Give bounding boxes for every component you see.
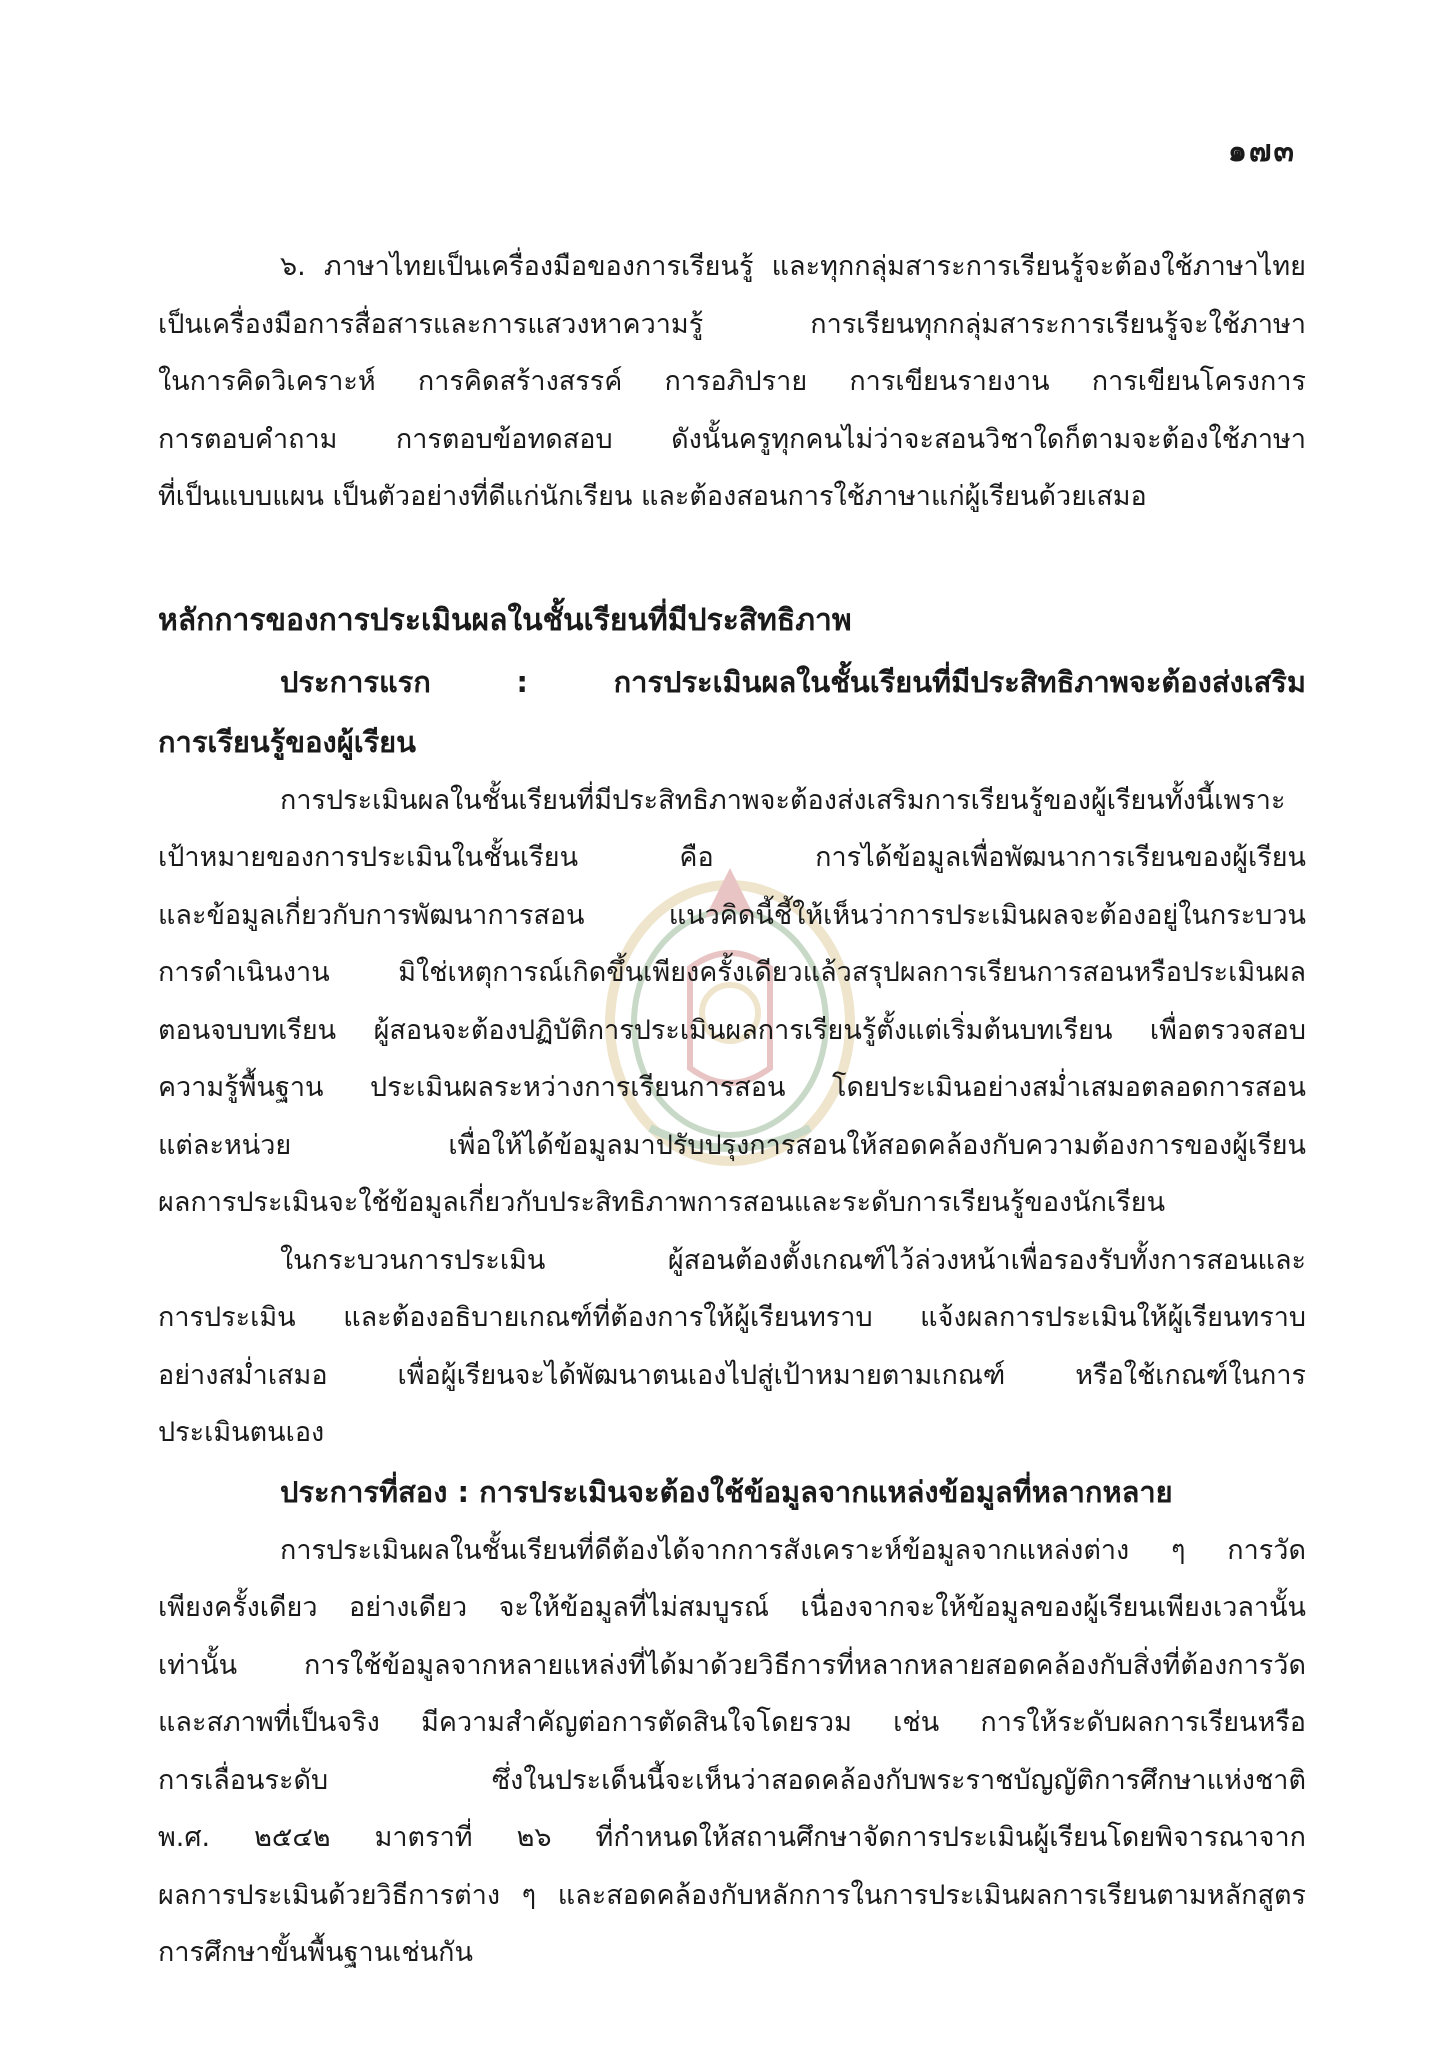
text-line: การประเมิน และต้องอธิบายเกณฑ์ที่ต้องการให้ผู้เรียนทราบ แจ้งผลการประเมินให้ผู้เรียนทราบ	[158, 1302, 1306, 1333]
page-number: ๑๗๓	[1227, 134, 1296, 169]
text-line: ในกระบวนการประเมิน ผู้สอนต้องตั้งเกณฑ์ไว้ล่วงหน้าเพื่อรองรับทั้งการสอนและ	[280, 1244, 1306, 1276]
text-line: และสภาพที่เป็นจริง มีความสำคัญต่อการตัดสินใจโดยรวม เช่น การให้ระดับผลการเรียนหรือ	[158, 1707, 1306, 1738]
first-principle-title-cont: การเรียนรู้ของผู้เรียน	[158, 724, 416, 759]
text-line: การศึกษาขั้นพื้นฐานเช่นกัน	[158, 1937, 473, 1968]
document-body	[158, 238, 1306, 1982]
text-line: เท่านั้น การใช้ข้อมูลจากหลายแหล่งที่ได้มาด้วยวิธีการที่หลากหลายสอดคล้องกับสิ่งที่ต้องการวัด	[158, 1649, 1306, 1681]
text-line: การเลื่อนระดับ ซึ่งในประเด็นนี้จะเห็นว่าสอดคล้องกับพระราชบัญญัติการศึกษาแห่งชาติ	[158, 1764, 1306, 1796]
text-line: ในการคิดวิเคราะห์ การคิดสร้างสรรค์ การอภิปราย การเขียนรายงาน การเขียนโครงการ	[158, 366, 1306, 397]
paragraph-first-principle-1	[158, 772, 1306, 1232]
text-line: ตอนจบบทเรียน ผู้สอนจะต้องปฏิบัติการประเมินผลการเรียนรู้ตั้งแต่เริ่มต้นบทเรียน เพื่อตรวจสอบ	[158, 1014, 1306, 1046]
text-line: พ.ศ. ๒๕๔๒ มาตราที่ ๒๖ ที่กำหนดให้สถานศึกษาจัดการประเมินผู้เรียนโดยพิจารณาจาก	[158, 1822, 1306, 1853]
text-line: ความรู้พื้นฐาน ประเมินผลระหว่างการเรียนการสอน โดยประเมินอย่างสม่ำเสมอตลอดการสอน	[158, 1072, 1306, 1103]
text-line: ผลการประเมินด้วยวิธีการต่าง ๆ และสอดคล้องกับหลักการในการประเมินผลการเรียนตามหลักสูตร	[158, 1879, 1306, 1911]
text-line: ผลการประเมินจะใช้ข้อมูลเกี่ยวกับประสิทธิภาพการสอนและระดับการเรียนรู้ของนักเรียน	[158, 1187, 1166, 1218]
text-line: และข้อมูลเกี่ยวกับการพัฒนาการสอน แนวคิดนี้ชี้ให้เห็นว่าการประเมินผลจะต้องอยู่ในกระบวน	[158, 899, 1306, 931]
section-heading: หลักการของการประเมินผลในชั้นเรียนที่มีประสิทธิภาพ	[158, 602, 852, 638]
text-line: แต่ละหน่วย เพื่อให้ได้ข้อมูลมาปรับปรุงการสอนให้สอดคล้องกับความต้องการของผู้เรียน	[158, 1129, 1306, 1161]
text-line: การประเมินผลในชั้นเรียนที่ดีต้องได้จากการสังเคราะห์ข้อมูลจากแหล่งต่าง ๆ การวัด	[280, 1534, 1306, 1566]
first-principle-title: ประการแรก : การประเมินผลในชั้นเรียนที่มีประสิทธิภาพจะต้องส่งเสริม	[280, 664, 1306, 699]
text-line: เพียงครั้งเดียว อย่างเดียว จะให้ข้อมูลที่ไม่สมบูรณ์ เนื่องจากจะให้ข้อมูลของผู้เรียนเพียงเวลานั้น	[158, 1592, 1306, 1623]
text-line: อย่างสม่ำเสมอ เพื่อผู้เรียนจะได้พัฒนาตนเองไปสู่เป้าหมายตามเกณฑ์ หรือใช้เกณฑ์ในการ	[158, 1359, 1306, 1391]
text-line: เป้าหมายของการประเมินในชั้นเรียน คือ การได้ข้อมูลเพื่อพัฒนาการเรียนของผู้เรียน	[158, 842, 1306, 873]
text-line: ๖. ภาษาไทยเป็นเครื่องมือของการเรียนรู้ และทุกกลุ่มสาระการเรียนรู้จะต้องใช้ภาษาไทย	[280, 251, 1306, 282]
paragraph-section-6	[158, 238, 1306, 526]
text-line: เป็นเครื่องมือการสื่อสารและการแสวงหาความรู้ การเรียนทุกกลุ่มสาระการเรียนรู้จะใช้ภาษา	[158, 308, 1306, 340]
text-line: ที่เป็นแบบแผน เป็นตัวอย่างที่ดีแก่นักเรียน และต้องสอนการใช้ภาษาแก่ผู้เรียนด้วยเสมอ	[158, 481, 1147, 512]
paragraph-second-principle-1	[158, 1522, 1306, 1982]
text-line: การประเมินผลในชั้นเรียนที่มีประสิทธิภาพจะต้องส่งเสริมการเรียนรู้ของผู้เรียนทั้งนี้เพราะ	[280, 784, 1286, 816]
text-line: การดำเนินงาน มิใช่เหตุการณ์เกิดขึ้นเพียงครั้งเดียวแล้วสรุปผลการเรียนการสอนหรือประเมินผล	[158, 957, 1306, 988]
text-line: การตอบคำถาม การตอบข้อทดสอบ ดังนั้นครูทุกคนไม่ว่าจะสอนวิชาใดก็ตามจะต้องใช้ภาษา	[158, 423, 1306, 455]
paragraph-first-principle-2	[158, 1232, 1306, 1462]
second-principle-title: ประการที่สอง : การประเมินจะต้องใช้ข้อมูลจากแหล่งข้อมูลที่หลากหลาย	[280, 1474, 1173, 1509]
text-line: ประเมินตนเอง	[158, 1417, 325, 1448]
